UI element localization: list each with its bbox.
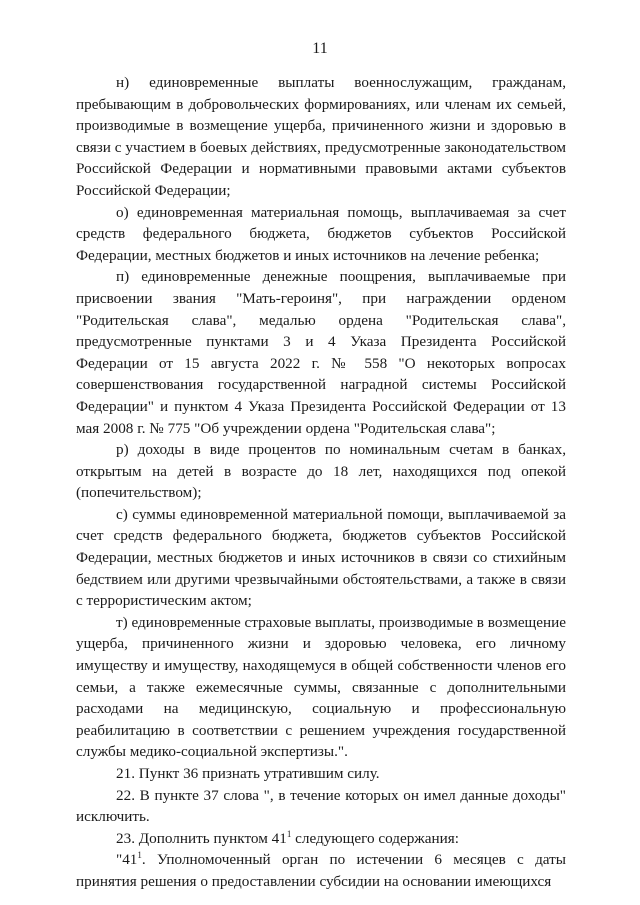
paragraph-23: [76, 828, 566, 850]
paragraph-41-1-text-start: "41: [116, 851, 138, 869]
paragraph-41-1-text-end: . Уполномоченный орган по истечении 6 месяцев с даты принятия решения о предоставлении субсидии на основании имеющихся: [76, 851, 566, 890]
paragraph-p: п) единовременные денежные поощрения, выплачиваемые при присвоении звания "Мать-героиня", при награждении орденом "Родительская слава", медалью ордена "Родительская слава", предусмотренные пунктами 3 и 4 Указа Президента Российской Федерации от 15 августа 2022 г. № 558 "О некоторых вопросах совершенствования государственной наградной системы Российской Федерации" и пунктом 4 Указа Президента Российской Федерации от 13 мая 2008 г. № 775 "Об учреждении ордена "Родительская слава";: [76, 268, 566, 437]
paragraph-23-superscript: 1: [286, 828, 292, 839]
paragraph-t: т) единовременные страховые выплаты, производимые в возмещение ущерба, причиненного жизни и здоровью человека, его личному имуществу и имуществу, находящемуся в общей собственности членов его семьи, а также ежемесячные суммы, связанные с дополнительными расходами на медицинскую, социальную и профессиональную реабилитацию в соответствии с решением учреждения государственной службы медико-социальной экспертизы.".: [76, 613, 566, 761]
paragraph-22: 22. В пункте 37 слова ", в течение которых он имел данные доходы" исключить.: [76, 786, 566, 826]
document-body: [76, 72, 566, 893]
page-number: 11: [312, 40, 328, 57]
paragraph-r: р) доходы в виде процентов по номинальным счетам в банках, открытым на детей в возрасте до 18 лет, находящихся под опекой (попечительством);: [76, 441, 566, 502]
paragraph-41-1: [76, 849, 566, 892]
paragraph-23-text-start: 23. Дополнить пунктом 41: [116, 829, 287, 847]
paragraph-23-text-end: следующего содержания:: [291, 829, 459, 847]
paragraph-21: 21. Пункт 36 признать утратившим силу.: [116, 765, 380, 782]
paragraph-o: о) единовременная материальная помощь, выплачиваемая за счет средств федерального бюджета, бюджетов субъектов Российской Федерации, местных бюджетов и иных источников на лечение ребенка;: [76, 203, 566, 264]
paragraph-s: с) суммы единовременной материальной помощи, выплачиваемой за счет средств федерального бюджета, бюджетов субъектов Российской Федерации, местных бюджетов и иных источников в связи со стихийным бедствием или другими чрезвычайными обстоятельствами, а также в связи с террористическим актом;: [76, 505, 566, 610]
paragraph-41-1-superscript: 1: [137, 850, 142, 861]
paragraph-n: н) единовременные выплаты военнослужащим, гражданам, пребывающим в добровольческих формированиях, или членам их семьей, производимые в возмещение ущерба, причиненного жизни и здоровью в связи с участием в боевых действиях, предусмотренные законодательством Российской Федерации и нормативными правовыми актами субъектов Российской Федерации;: [76, 74, 566, 199]
